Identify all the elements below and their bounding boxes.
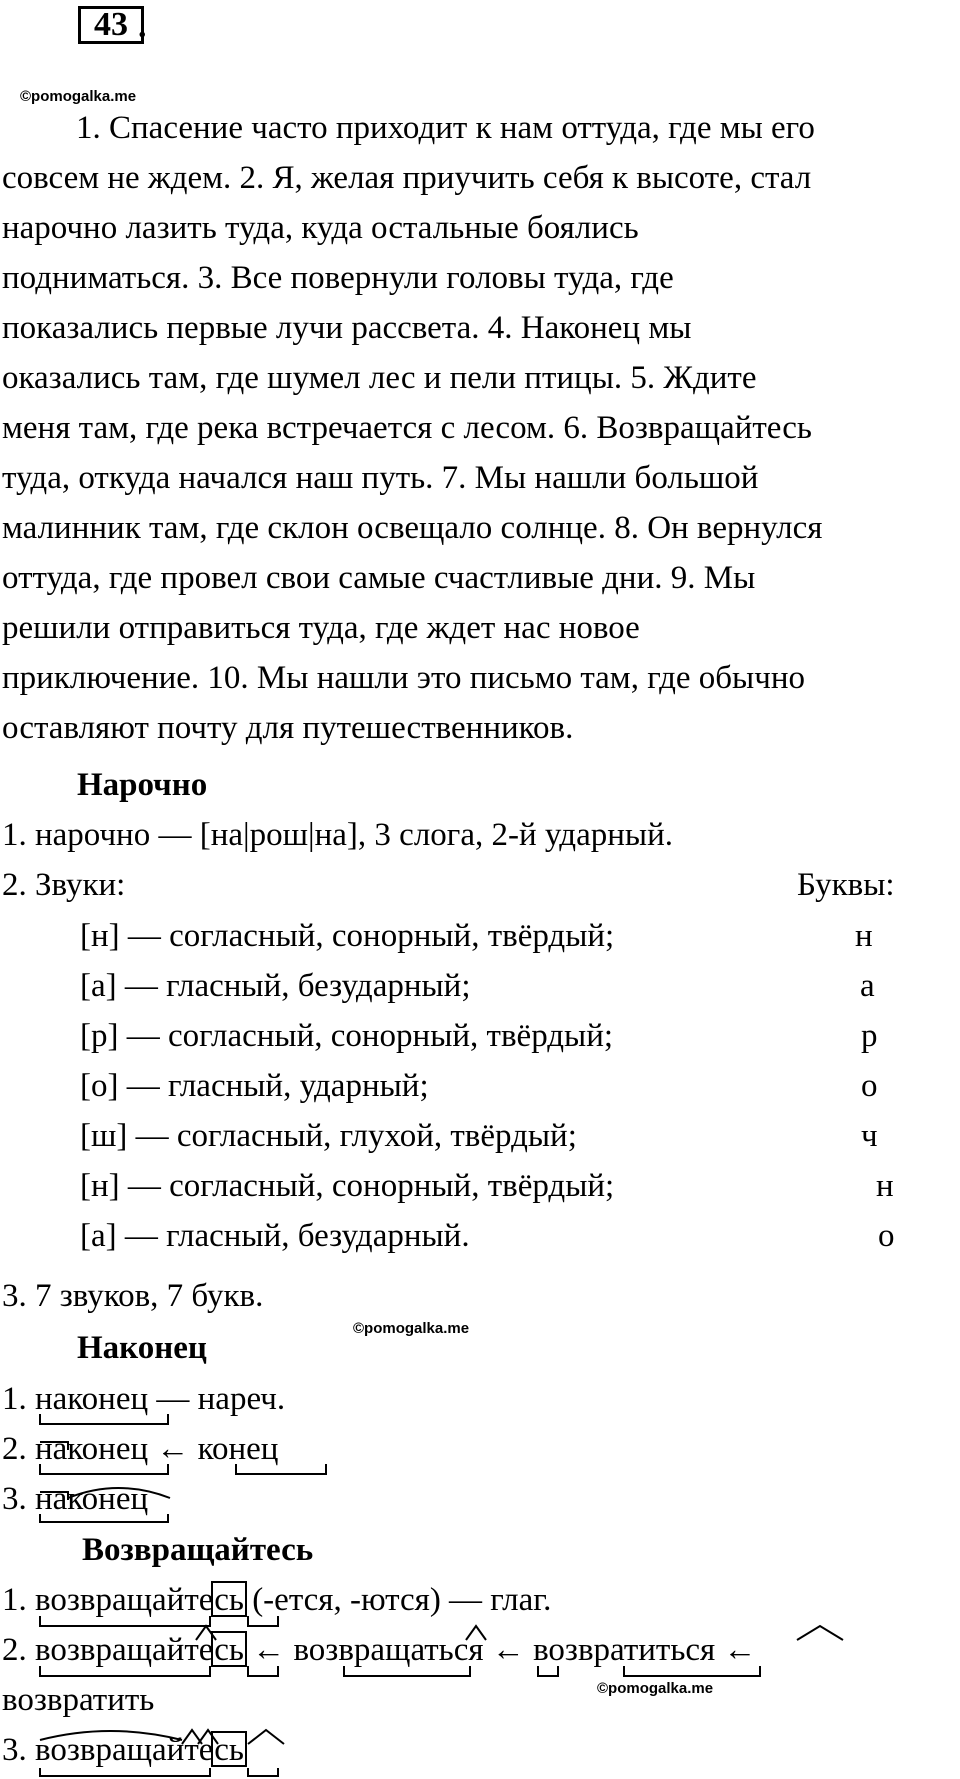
letter-cell: ч (861, 1118, 878, 1154)
letter-cell: н (876, 1168, 894, 1204)
narochno-line-1: 1. нарочно — [на|рош|на], 3 слога, 2-й ударный. (2, 817, 673, 853)
sound-row: [н] — согласный, сонорный, твёрдый; (80, 918, 615, 954)
sounds-label: 2. Звуки: (2, 867, 126, 903)
heading-nakonec: Наконец (77, 1330, 207, 1366)
item-number: 3. (2, 1732, 27, 1768)
item-number: 2. (2, 1632, 27, 1668)
exercise-text (2, 103, 958, 753)
text-line: нарочно лазить туда, куда остальные боялись (2, 210, 639, 246)
analyzed-word: возвращайтесь (35, 1582, 244, 1618)
heading-vozvrashchaytes: Возвращайтесь (82, 1532, 314, 1568)
vozvr-line-1 (2, 1580, 551, 1620)
letter-cell: а (860, 968, 875, 1004)
narochno-summary: 3. 7 звуков, 7 букв. (2, 1278, 264, 1314)
exercise-number-box (78, 6, 144, 44)
item-number: 2. (2, 1431, 27, 1467)
text-line: показались первые лучи рассвета. 4. Наконец мы (2, 310, 692, 346)
derived-word: возвращайтесь (35, 1632, 244, 1668)
sound-row: [р] — согласный, сонорный, твёрдый; (80, 1018, 614, 1054)
suffix-mark (248, 1730, 284, 1744)
exercise-number: 43 (94, 6, 128, 43)
word-forms: (-ется, -ются) — глаг. (243, 1582, 552, 1618)
nakonec-line-1 (2, 1379, 285, 1419)
text-line: подниматься. 3. Все повернули головы туда, где (2, 260, 674, 296)
text-line: малинник там, где склон освещало солнце. 8. Он вернулся (2, 510, 823, 546)
derivation-arrow: ← (148, 1431, 198, 1467)
letters-label: Буквы: (797, 867, 895, 903)
suffix-mark (797, 1626, 843, 1640)
part-of-speech: — нареч. (148, 1381, 286, 1417)
item-number: 3. (2, 1481, 27, 1517)
letter-cell: р (861, 1018, 878, 1054)
watermark: ©pomogalka.me (20, 88, 137, 105)
analyzed-word: наконец (35, 1381, 149, 1417)
item-number: 1. (2, 1381, 27, 1417)
sound-row: [ш] — согласный, глухой, твёрдый; (80, 1118, 577, 1154)
source-word: конец (197, 1431, 279, 1467)
heading-narochno: Нарочно (77, 767, 208, 803)
letter-cell: н (855, 918, 873, 954)
letter-cell: о (861, 1068, 878, 1104)
sound-row: [а] — гласный, безударный; (80, 968, 471, 1004)
sound-row: [н] — согласный, сонорный, твёрдый; (80, 1168, 615, 1204)
text-line: приключение. 10. Мы нашли это письмо там, где обычно (2, 660, 805, 696)
letter-cell: о (878, 1218, 895, 1254)
sound-row: [а] — гласный, безударный. (80, 1218, 470, 1254)
derivation-arrow: ← (243, 1632, 294, 1668)
text-line: меня там, где река встречается с лесом. 6. Возвращайтесь (2, 410, 812, 446)
text-line: совсем не ждем. 2. Я, желая приучить себя к высоте, стал (2, 160, 812, 196)
nakonec-line-3 (2, 1479, 148, 1519)
sound-row: [о] — гласный, ударный; (80, 1068, 429, 1104)
base-mark (248, 1768, 278, 1776)
morpheme-word: возвращайтесь (35, 1732, 244, 1768)
text-line: оттуда, где провел свои самые счастливые дни. 9. Мы (2, 560, 756, 596)
text-line: оказались там, где шумел лес и пели птицы. 5. Ждите (2, 360, 757, 396)
nakonec-line-2 (2, 1429, 278, 1469)
derivation-arrow: ← (715, 1632, 757, 1668)
derived-word: наконец (35, 1431, 149, 1467)
text-line: решили отправиться туда, где ждет нас новое (2, 610, 640, 646)
source-word: возвратиться (533, 1632, 716, 1668)
source-word: возвратить (2, 1682, 155, 1718)
exercise-number-dot: . (138, 8, 147, 45)
watermark: ©pomogalka.me (353, 1320, 470, 1337)
text-line: туда, откуда начался наш путь. 7. Мы нашли большой (2, 460, 759, 496)
vozvr-line-2 (2, 1630, 756, 1670)
derivation-arrow: ← (483, 1632, 534, 1668)
item-number: 1. (2, 1582, 27, 1618)
text-line: оставляют почту для путешественников. (2, 710, 574, 746)
vozvr-line-3 (2, 1730, 244, 1770)
vozvr-line-2-cont (2, 1680, 154, 1720)
morpheme-word: наконец (35, 1481, 149, 1517)
text-line: 1. Спасение часто приходит к нам оттуда, где мы его (76, 110, 815, 146)
source-word: возвращаться (293, 1632, 484, 1668)
watermark: ©pomogalka.me (597, 1680, 714, 1697)
